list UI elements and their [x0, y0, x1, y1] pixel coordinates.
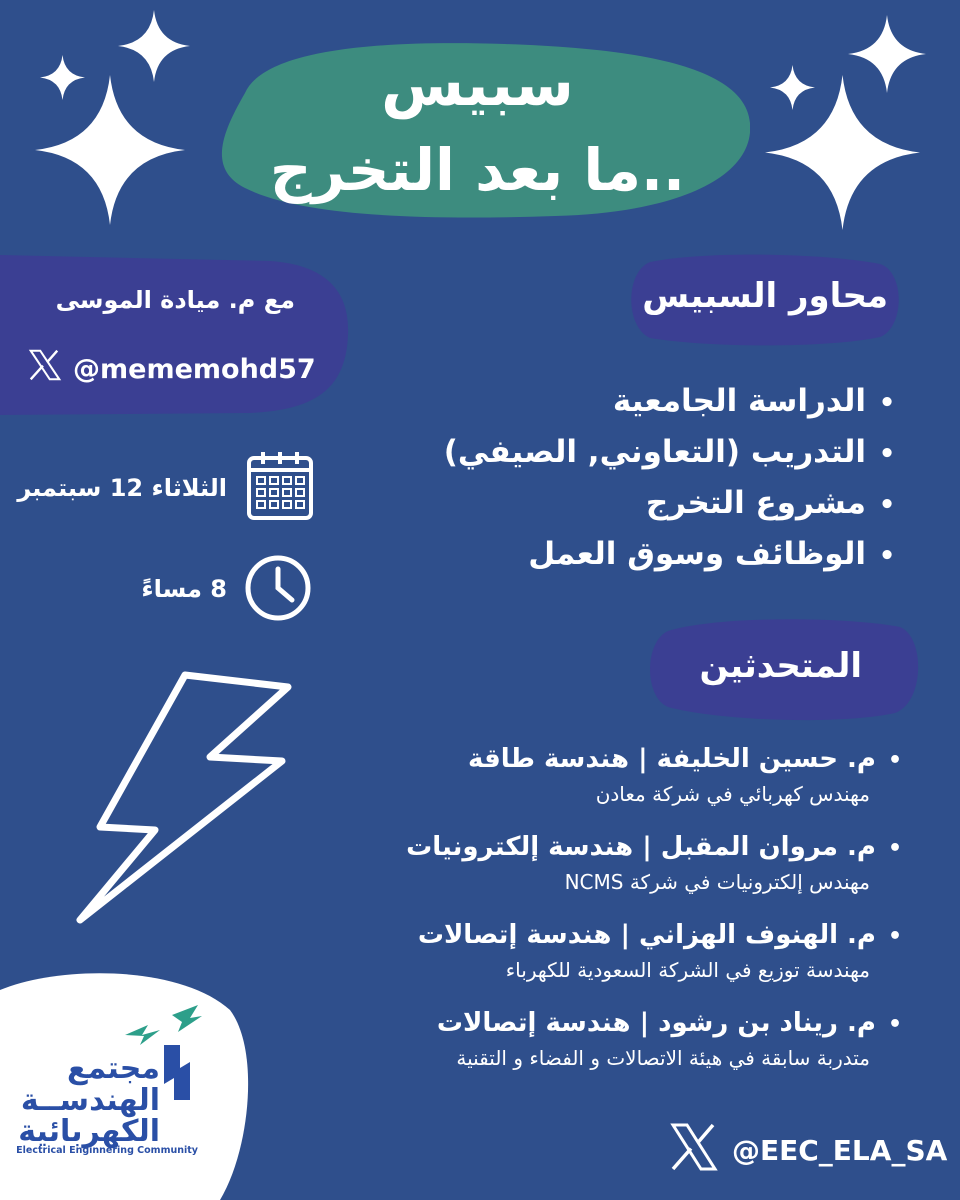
event-time: 8 مساءً: [141, 575, 227, 603]
speaker-role: متدربة سابقة في هيئة الاتصالات و الفضاء و التقنية: [456, 1046, 870, 1070]
logo-text-line2: الهندســة: [20, 1083, 160, 1118]
host-handle[interactable]: @mememohd57: [73, 354, 316, 385]
speaker-item: [406, 1004, 908, 1072]
speaker-item: [406, 828, 908, 896]
x-logo-icon[interactable]: [668, 1122, 720, 1172]
axes-item: • التدريب (التعاوني, الصيفي): [444, 428, 902, 479]
speaker-name: • م. مروان المقبل | هندسة إلكترونيات: [406, 828, 908, 868]
speaker-name: • م. ريناد بن رشود | هندسة إتصالات: [406, 1004, 908, 1044]
speaker-name: • م. الهنوف الهزاني | هندسة إتصالات: [406, 916, 908, 956]
logo-text-line1: مجتمع: [66, 1051, 160, 1086]
speakers-heading: المتحدثين: [699, 646, 862, 686]
speakers-list: [406, 740, 908, 1092]
axes-heading: محاور السبيس: [642, 276, 888, 316]
lightning-bolt-icon: [60, 665, 295, 925]
page-subtitle: ما بعد التخرج..: [269, 136, 686, 204]
page-title: سبيس: [381, 50, 574, 120]
event-date: الثلاثاء 12 سبتمبر: [17, 474, 227, 502]
sparkle-star-icon: [765, 75, 920, 230]
sparkle-star-icon: [35, 75, 185, 225]
footer-handle[interactable]: @EEC_ELA_SA: [732, 1134, 948, 1167]
speaker-item: [406, 916, 908, 984]
logo-text-line3: الكهربائية: [18, 1114, 160, 1149]
x-logo-icon[interactable]: [28, 348, 62, 382]
speaker-role: مهندسة توزيع في الشركة السعودية للكهرباء: [505, 958, 870, 982]
host-name: مع م. ميادة الموسى: [55, 286, 295, 314]
clock-icon: [243, 553, 313, 623]
speaker-item: [406, 740, 908, 808]
axes-item: • مشروع التخرج: [444, 479, 902, 530]
logo-english-text: Electrical Enginnering Community: [16, 1145, 198, 1156]
axes-item: • الوظائف وسوق العمل: [444, 530, 902, 581]
axes-item: • الدراسة الجامعية: [444, 377, 902, 428]
speaker-name: • م. حسين الخليفة | هندسة طاقة: [406, 740, 908, 780]
axes-list: [444, 377, 902, 581]
speaker-role: مهندس إلكترونيات في شركة NCMS: [564, 870, 870, 894]
host-blob: [0, 255, 350, 415]
sparkle-star-icon: [118, 10, 190, 82]
speaker-role: مهندس كهربائي في شركة معادن: [595, 782, 870, 806]
calendar-icon: [245, 450, 315, 522]
